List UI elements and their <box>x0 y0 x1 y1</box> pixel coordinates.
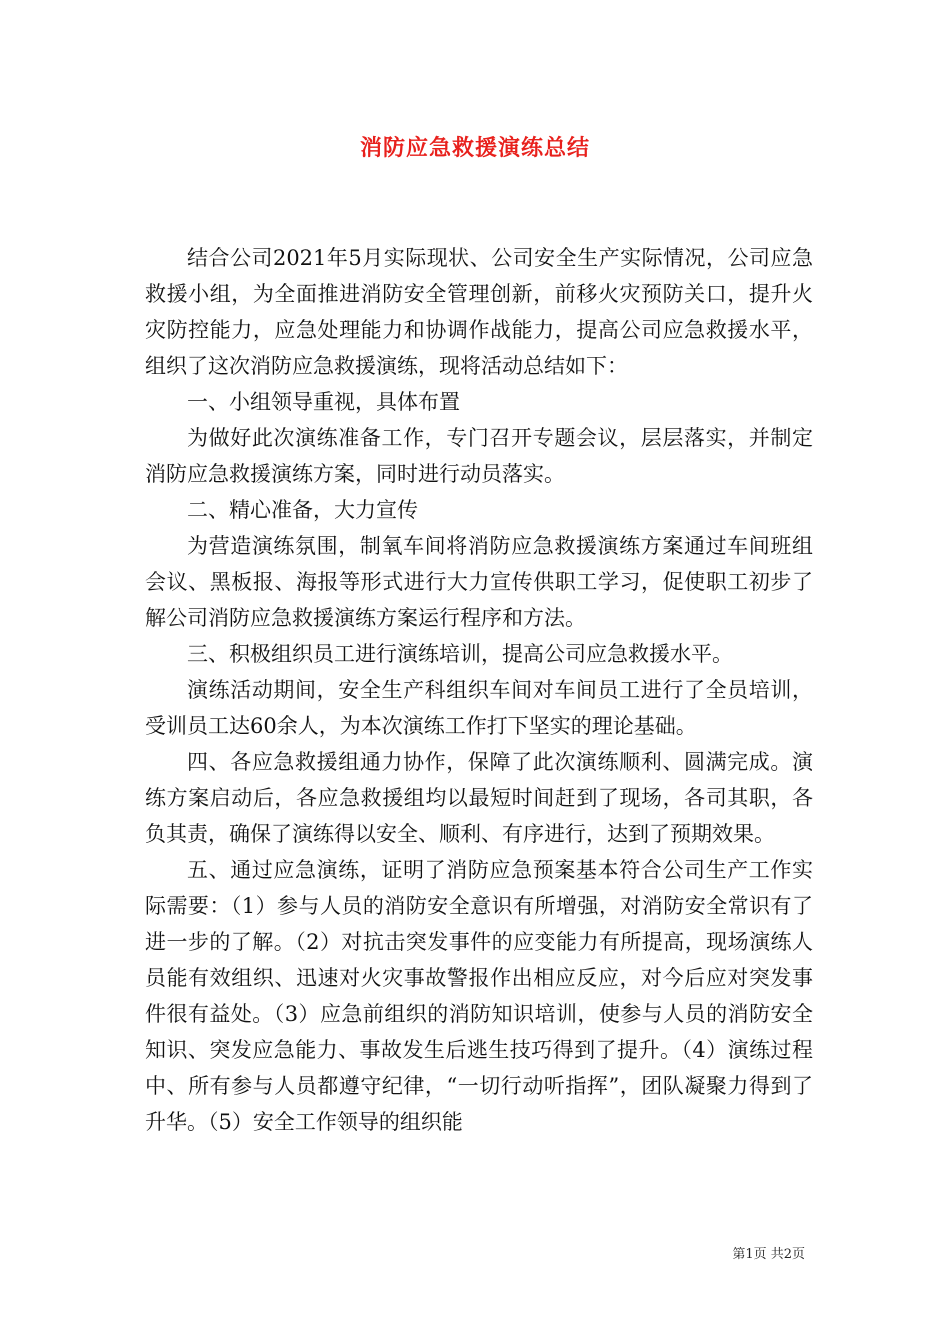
paragraph-intro: 结合公司2021年5月实际现状、公司安全生产实际情况，公司应急救援小组，为全面推进消防安全管理创新，前移火灾预防关口，提升火灾防控能力，应急处理能力和协调作战能力，提高公司应急救援水平，组织了这次消防应急救援演练，现将活动总结如下： <box>145 246 813 378</box>
paragraph-4: 四、各应急救援组通力协作，保障了此次演练顺利、圆满完成。演练方案启动后，各应急救援组均以最短时间赶到了现场，各司其职，各负其责，确保了演练得以安全、顺利、有序进行，达到了预期效果。 <box>145 750 813 846</box>
page-number: 第1页 共2页 <box>732 1247 805 1262</box>
document-body <box>145 240 813 1140</box>
section-heading-1: 一、小组领导重视，具体布置 <box>187 390 460 414</box>
section-heading-3: 三、积极组织员工进行演练培训，提高公司应急救援水平。 <box>187 642 733 666</box>
paragraph-2: 为营造演练氛围，制氧车间将消防应急救援演练方案通过车间班组会议、黑板报、海报等形式进行大力宣传供职工学习，促使职工初步了解公司消防应急救援演练方案运行程序和方法。 <box>145 534 813 630</box>
paragraph-1: 为做好此次演练准备工作，专门召开专题会议，层层落实，并制定消防应急救援演练方案，同时进行动员落实。 <box>145 426 813 486</box>
document-title: 消防应急救援演练总结 <box>359 135 590 161</box>
paragraph-5: 五、通过应急演练，证明了消防应急预案基本符合公司生产工作实际需要：（1）参与人员的消防安全意识有所增强，对消防安全常识有了进一步的了解。（2）对抗击突发事件的应变能力有所提高，现场演练人员能有效组织、迅速对火灾事故警报作出相应反应，对今后应对突发事件很有益处。（3）应急前组织的消防知识培训，使参与人员的消防安全知识、突发应急能力、事故发生后逃生技巧得到了提升。（4）演练过程中、所有参与人员都遵守纪律，“一切行动听指挥”，团队凝聚力得到了升华。（5）安全工作领导的组织能 <box>145 858 813 1134</box>
section-heading-2: 二、精心准备，大力宣传 <box>187 498 418 522</box>
paragraph-3: 演练活动期间，安全生产科组织车间对车间员工进行了全员培训，受训员工达60余人，为本次演练工作打下坚实的理论基础。 <box>145 678 813 738</box>
